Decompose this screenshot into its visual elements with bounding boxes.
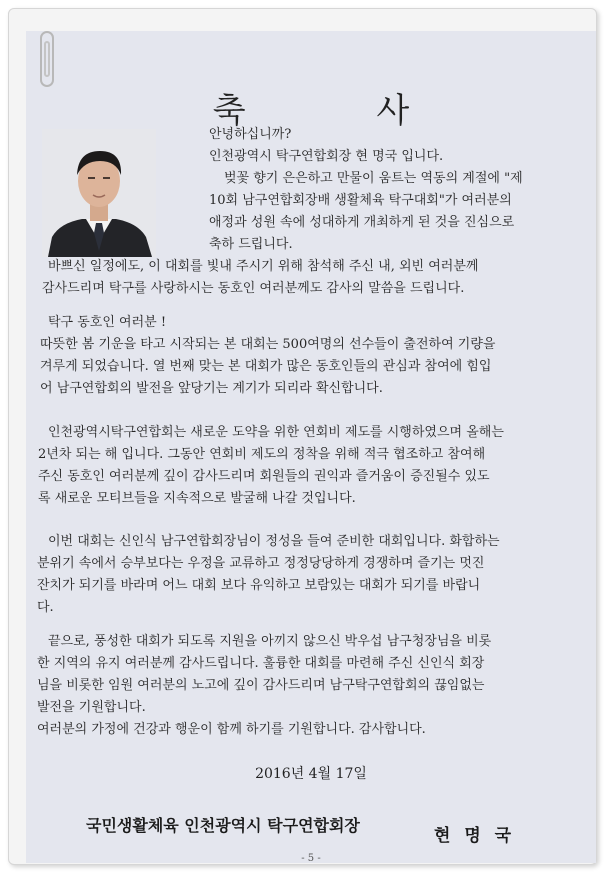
paragraph-line: 주신 동호인 여러분께 깊이 감사드리며 회원들의 권익과 즐거움이 증진될수 있도 xyxy=(38,469,490,484)
paragraph-line: 어 남구연합회의 발전을 앞당기는 계기가 되리라 확신합니다. xyxy=(40,381,383,396)
greeting-line: 인천광역시 탁구연합회장 현 명국 입니다. xyxy=(209,149,444,164)
paragraph-line: 분위기 속에서 승부보다는 우정을 교류하고 정정당당하게 경쟁하며 즐기는 멋진 xyxy=(37,556,485,571)
paragraph-line: 끝으로, 풍성한 대회가 되도록 지원을 아끼지 않으신 박우섭 남구청장님을 비롯 xyxy=(48,634,492,649)
paragraph-line: 이번 대회는 신인식 남구연합회장님이 정성을 들여 준비한 대회입니다. 화합하는 xyxy=(48,534,500,549)
signature-name: 현 명 국 xyxy=(434,826,516,846)
paragraph-line: 탁구 동호인 여러분 ! xyxy=(48,315,167,330)
paragraph-line: 감사드리며 탁구를 사랑하시는 동호인 여러분께도 감사의 말씀을 드립니다. xyxy=(42,281,465,296)
paragraph-line: 다. xyxy=(37,600,54,615)
paragraph-line: 님을 비롯한 임원 여러분의 노고에 깊이 감사드리며 남구탁구연합회의 끊임없는 xyxy=(37,678,485,693)
document-page xyxy=(26,31,596,863)
letter-date: 2016년 4월 17일 xyxy=(255,766,367,782)
paragraph-line: 10회 남구연합회장배 생활체육 탁구대회"가 여러분의 xyxy=(209,193,512,208)
paragraph-line: 록 새로운 모티브들을 지속적으로 발굴해 나갈 것입니다. xyxy=(38,491,356,506)
signature-organization: 국민생활체육 인천광역시 탁구연합회장 xyxy=(86,816,360,835)
photo-frame xyxy=(8,8,597,865)
paragraph-line: 축하 드립니다. xyxy=(209,237,293,252)
paragraph-line: 인천광역시탁구연합회는 새로운 도약을 위한 연회비 제도를 시행하였으며 올해는 xyxy=(48,425,504,440)
paperclip-icon xyxy=(40,31,54,87)
paragraph-line: 따뜻한 봄 기운을 타고 시작되는 본 대회는 500여명의 선수들이 출전하여 기량을 xyxy=(40,337,496,352)
paragraph-line: 애정과 성원 속에 성대하게 개최하게 된 것을 진심으로 xyxy=(209,215,515,230)
paragraph-line: 바쁘신 일정에도, 이 대회를 빛내 주시기 위해 참석해 주신 내, 외빈 여러분께 xyxy=(48,259,479,274)
paragraph-line: 한 지역의 유지 여러분께 감사드립니다. 훌륭한 대회를 마련해 주신 신인식 회장 xyxy=(37,656,485,671)
paragraph-line: 벚꽃 향기 은은하고 만물이 움트는 역동의 계절에 "제 xyxy=(224,171,523,186)
page-number: - 5 - xyxy=(301,853,321,863)
paragraph-line: 여러분의 가정에 건강과 행운이 함께 하기를 기원합니다. 감사합니다. xyxy=(37,722,426,737)
paragraph-line: 2년차 되는 해 입니다. 그동안 연회비 제도의 정착을 위해 적극 협조하고 참여해 xyxy=(38,447,486,462)
paragraph-line: 겨루게 되었습니다. 열 번째 맞는 본 대회가 많은 동호인들의 관심과 참여에 힘입 xyxy=(40,359,492,374)
paragraph-line: 발전을 기원합니다. xyxy=(37,700,146,715)
paragraph-line: 잔치가 되기를 바라며 어느 대회 보다 유익하고 보람있는 대회가 되기를 바랍니 xyxy=(37,578,481,593)
greeting-line: 안녕하십니까? xyxy=(209,127,292,142)
portrait-photo xyxy=(42,129,156,257)
page-title: 축 사 xyxy=(212,91,470,131)
